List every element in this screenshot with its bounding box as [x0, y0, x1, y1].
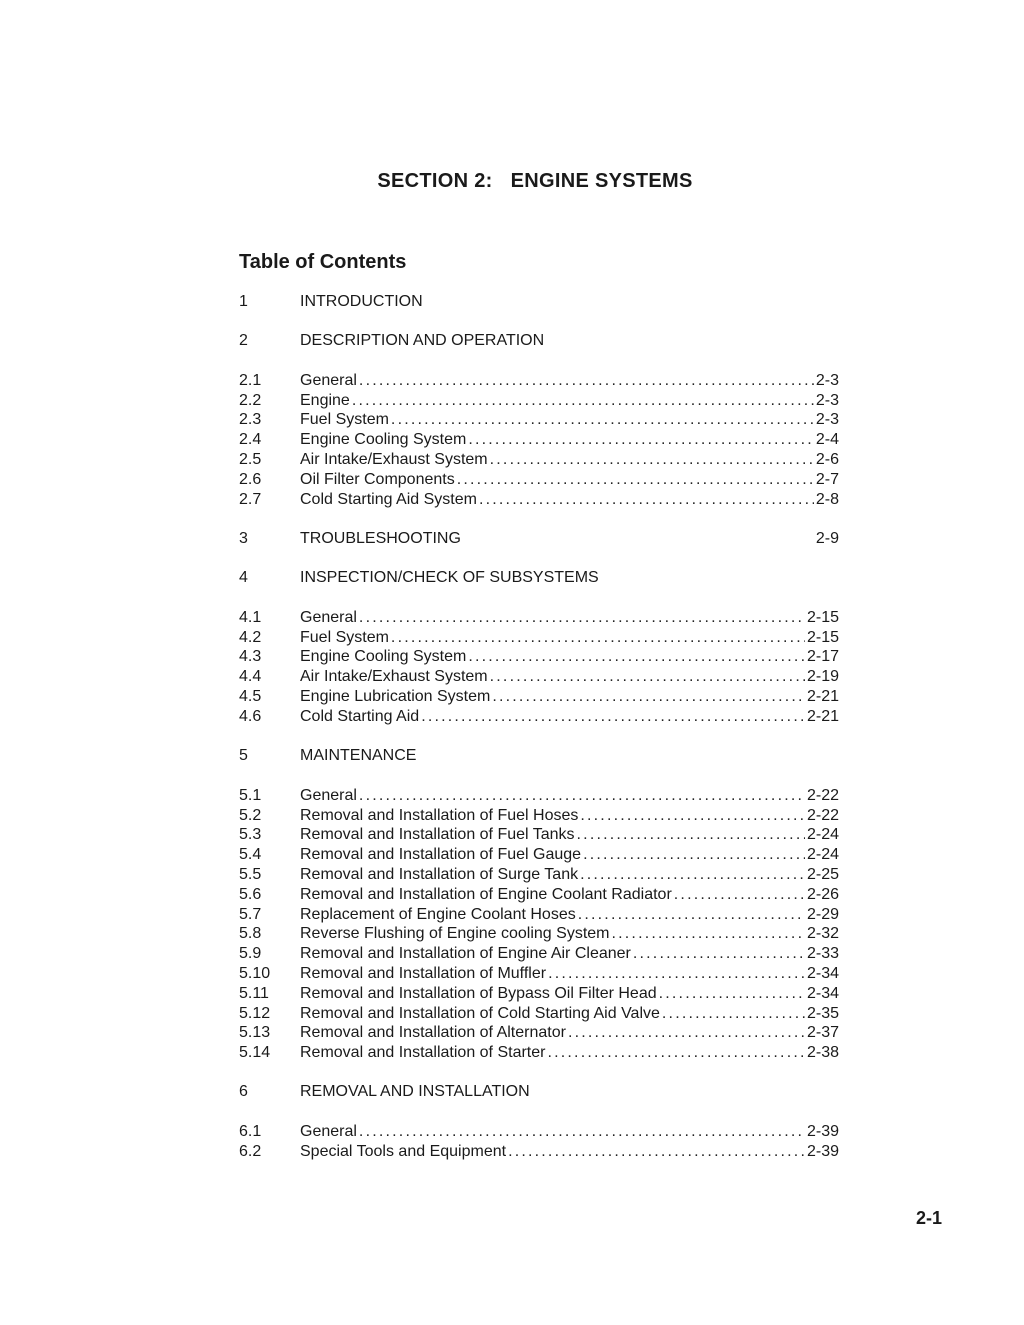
toc-entry-number: 5.2: [239, 806, 262, 824]
toc-entry-page: 2-17: [806, 648, 839, 666]
section-title: [0, 170, 1024, 193]
toc-entry-label: Removal and Installation of Fuel Hoses: [300, 806, 579, 824]
toc-entry[interactable]: [239, 1122, 839, 1142]
toc-entry[interactable]: [239, 984, 839, 1004]
toc-entry-number: 5.11: [239, 984, 269, 1002]
toc-major-number: 4: [239, 569, 248, 587]
dot-leader: [633, 944, 805, 964]
toc-entry-page: 2-38: [806, 1044, 839, 1062]
toc-entry-number: 5.9: [239, 945, 262, 963]
toc-entry-number: 5.13: [239, 1024, 271, 1042]
dot-leader: [490, 667, 805, 687]
toc-entry-page: 2-25: [806, 865, 839, 883]
toc-entry-page: 2-24: [806, 826, 839, 844]
table-of-contents: [239, 292, 839, 1181]
dot-leader: [421, 707, 805, 727]
toc-entry-label: Removal and Installation of Fuel Gauge: [300, 846, 582, 864]
toc-entry[interactable]: [239, 1023, 839, 1043]
toc-group: [239, 1082, 839, 1161]
toc-entry[interactable]: [239, 885, 839, 905]
toc-major-page: 2-9: [815, 529, 839, 547]
toc-entry-number: 5.5: [239, 865, 262, 883]
toc-entry-page: 2-24: [806, 846, 839, 864]
toc-major-number: 6: [239, 1083, 248, 1101]
toc-entry-number: 5.6: [239, 885, 262, 903]
toc-entry-number: 2.1: [239, 371, 262, 389]
toc-group: [239, 331, 839, 509]
toc-entry-number: 4.2: [239, 628, 262, 646]
dot-leader: [391, 410, 814, 430]
toc-entry-label: Engine: [300, 391, 350, 409]
toc-entry-label: Air Intake/Exhaust System: [300, 451, 488, 469]
toc-entry-label: Engine Lubrication System: [300, 688, 491, 706]
toc-entry-number: 5.4: [239, 846, 262, 864]
dot-leader: [352, 391, 814, 411]
toc-entry-page: 2-21: [806, 707, 839, 725]
dot-leader: [508, 1142, 805, 1162]
toc-entry[interactable]: [239, 450, 839, 470]
toc-entry-label: Fuel System: [300, 628, 389, 646]
dot-leader: [580, 806, 805, 826]
toc-entry-number: 5.8: [239, 925, 262, 943]
toc-entry-number: 5.14: [239, 1044, 271, 1062]
dot-leader: [492, 687, 805, 707]
toc-entry-label: Cold Starting Aid: [300, 707, 420, 725]
toc-entry-page: 2-15: [806, 608, 839, 626]
toc-major-entry[interactable]: [239, 1082, 839, 1102]
toc-entry[interactable]: [239, 687, 839, 707]
dot-leader: [578, 905, 805, 925]
dot-leader: [612, 924, 805, 944]
toc-major-title: REMOVAL AND INSTALLATION: [300, 1083, 530, 1101]
toc-major-title: INTRODUCTION: [300, 293, 423, 310]
toc-entry[interactable]: [239, 490, 839, 510]
toc-entry-number: 2.4: [239, 431, 262, 449]
toc-entry-page: 2-3: [815, 371, 839, 389]
toc-entry-label: Removal and Installation of Fuel Tanks: [300, 826, 575, 844]
toc-entry[interactable]: [239, 1043, 839, 1063]
toc-entry-label: General: [300, 371, 357, 389]
toc-entry-page: 2-34: [806, 984, 839, 1002]
dot-leader: [548, 964, 805, 984]
toc-group: [239, 292, 839, 312]
toc-group: [239, 746, 839, 1063]
toc-group: [239, 529, 839, 549]
toc-entry-page: 2-15: [806, 628, 839, 646]
toc-entry-number: 2.2: [239, 391, 262, 409]
dot-leader: [359, 786, 805, 806]
toc-entry-label: Removal and Installation of Surge Tank: [300, 865, 579, 883]
toc-entry-label: Removal and Installation of Engine Coolant Radiator: [300, 885, 672, 903]
toc-entry-page: 2-33: [806, 945, 839, 963]
toc-major-number: 5: [239, 747, 248, 765]
toc-entry-page: 2-4: [815, 431, 839, 449]
dot-leader: [659, 984, 805, 1004]
toc-major-entry[interactable]: [239, 331, 839, 351]
toc-entry-number: 5.10: [239, 964, 271, 982]
toc-entry-label: Removal and Installation of Starter: [300, 1044, 546, 1062]
toc-entry[interactable]: [239, 647, 839, 667]
dot-leader: [662, 1004, 805, 1024]
toc-entry-page: 2-29: [806, 905, 839, 923]
toc-major-title: INSPECTION/CHECK OF SUBSYSTEMS: [300, 569, 599, 587]
toc-group: [239, 568, 839, 726]
toc-entry-label: Engine Cooling System: [300, 648, 467, 666]
toc-entry[interactable]: [239, 628, 839, 648]
toc-entry-number: 2.3: [239, 411, 262, 429]
toc-entry[interactable]: [239, 430, 839, 450]
dot-leader: [583, 845, 805, 865]
toc-entry[interactable]: [239, 964, 839, 984]
toc-entry[interactable]: [239, 391, 839, 411]
dot-leader: [468, 647, 805, 667]
toc-major-number: 3: [239, 529, 248, 547]
toc-entry[interactable]: [239, 806, 839, 826]
toc-entry-number: 4.4: [239, 668, 262, 686]
toc-entry[interactable]: [239, 924, 839, 944]
section-number: SECTION 2:: [377, 170, 493, 192]
toc-entry-page: 2-19: [806, 668, 839, 686]
toc-major-number: 2: [239, 332, 248, 350]
toc-entry[interactable]: [239, 1142, 839, 1162]
toc-entry-label: General: [300, 608, 357, 626]
toc-entry-number: 4.3: [239, 648, 262, 666]
toc-entry-page: 2-32: [806, 925, 839, 943]
toc-entry-number: 5.1: [239, 786, 262, 804]
toc-entry[interactable]: [239, 825, 839, 845]
toc-entry-label: Fuel System: [300, 411, 389, 429]
toc-entry-label: Oil Filter Components: [300, 470, 455, 488]
toc-heading: Table of Contents: [239, 251, 407, 273]
toc-entry[interactable]: [239, 786, 839, 806]
toc-major-number: 1: [239, 293, 248, 310]
section-name: ENGINE SYSTEMS: [510, 170, 693, 192]
toc-entry-page: 2-21: [806, 688, 839, 706]
toc-entry-page: 2-7: [815, 470, 839, 488]
toc-entry-label: Air Intake/Exhaust System: [300, 668, 488, 686]
toc-entry-page: 2-39: [806, 1142, 839, 1160]
toc-major-title: MAINTENANCE: [300, 747, 417, 765]
toc-entry-page: 2-3: [815, 391, 839, 409]
toc-entry-number: 4.6: [239, 707, 262, 725]
toc-entry[interactable]: [239, 707, 839, 727]
toc-entry-label: General: [300, 1122, 357, 1140]
toc-entry-label: Removal and Installation of Engine Air Cleaner: [300, 945, 631, 963]
toc-entry-number: 6.2: [239, 1142, 262, 1160]
toc-entry-page: 2-37: [806, 1024, 839, 1042]
dot-leader: [674, 885, 805, 905]
page-number: 2-1: [916, 1208, 943, 1228]
toc-entry[interactable]: [239, 845, 839, 865]
toc-entry-label: Replacement of Engine Coolant Hoses: [300, 905, 576, 923]
toc-entry-page: 2-39: [806, 1122, 839, 1140]
toc-major-title: DESCRIPTION AND OPERATION: [300, 332, 545, 350]
toc-entry[interactable]: [239, 905, 839, 925]
toc-entry-page: 2-8: [815, 490, 839, 508]
toc-entry-number: 6.1: [239, 1122, 262, 1140]
toc-entry-number: 5.12: [239, 1004, 271, 1022]
toc-entry[interactable]: [239, 667, 839, 687]
toc-major-entry[interactable]: [239, 529, 839, 549]
dot-leader: [479, 490, 814, 510]
dot-leader: [490, 450, 814, 470]
toc-entry-number: 2.7: [239, 490, 262, 508]
toc-entry-number: 5.7: [239, 905, 262, 923]
dot-leader: [577, 825, 805, 845]
toc-major-title: TROUBLESHOOTING: [300, 529, 461, 547]
toc-entry-number: 2.6: [239, 470, 262, 488]
dot-leader: [547, 1043, 805, 1063]
toc-entry-label: Engine Cooling System: [300, 431, 467, 449]
dot-leader: [568, 1023, 805, 1043]
toc-major-entry[interactable]: [239, 746, 839, 766]
toc-entry[interactable]: [239, 865, 839, 885]
dot-leader: [391, 628, 805, 648]
toc-entry[interactable]: [239, 410, 839, 430]
toc-entry-label: Special Tools and Equipment: [300, 1142, 507, 1160]
dot-leader: [468, 430, 814, 450]
toc-entry-label: Removal and Installation of Alternator: [300, 1024, 566, 1042]
toc-entry-number: 5.3: [239, 826, 262, 844]
toc-entry-page: 2-34: [806, 964, 839, 982]
toc-entry-label: Removal and Installation of Bypass Oil Filter Head: [300, 984, 657, 1002]
toc-entry[interactable]: [239, 944, 839, 964]
toc-entry[interactable]: [239, 371, 839, 391]
toc-entry-label: Cold Starting Aid System: [300, 490, 477, 508]
toc-entry-number: 4.5: [239, 688, 262, 706]
toc-major-entry[interactable]: [239, 292, 839, 312]
dot-leader: [580, 865, 805, 885]
dot-leader: [359, 608, 805, 628]
dot-leader: [457, 470, 814, 490]
toc-entry[interactable]: [239, 470, 839, 490]
dot-leader: [359, 371, 814, 391]
dot-leader: [359, 1122, 805, 1142]
toc-entry-number: 2.5: [239, 451, 262, 469]
toc-entry-label: Removal and Installation of Cold Starting Aid Valve: [300, 1004, 660, 1022]
toc-entry-page: 2-6: [815, 451, 839, 469]
toc-entry-page: 2-22: [806, 786, 839, 804]
toc-entry[interactable]: [239, 1004, 839, 1024]
toc-major-entry[interactable]: [239, 568, 839, 588]
toc-entry-label: Reverse Flushing of Engine cooling System: [300, 925, 610, 943]
toc-entry-page: 2-26: [806, 885, 839, 903]
toc-entry-label: Removal and Installation of Muffler: [300, 964, 547, 982]
toc-entry[interactable]: [239, 608, 839, 628]
toc-entry-page: 2-35: [806, 1004, 839, 1022]
toc-entry-page: 2-3: [815, 411, 839, 429]
toc-entry-page: 2-22: [806, 806, 839, 824]
toc-entry-label: General: [300, 786, 357, 804]
toc-entry-number: 4.1: [239, 608, 262, 626]
